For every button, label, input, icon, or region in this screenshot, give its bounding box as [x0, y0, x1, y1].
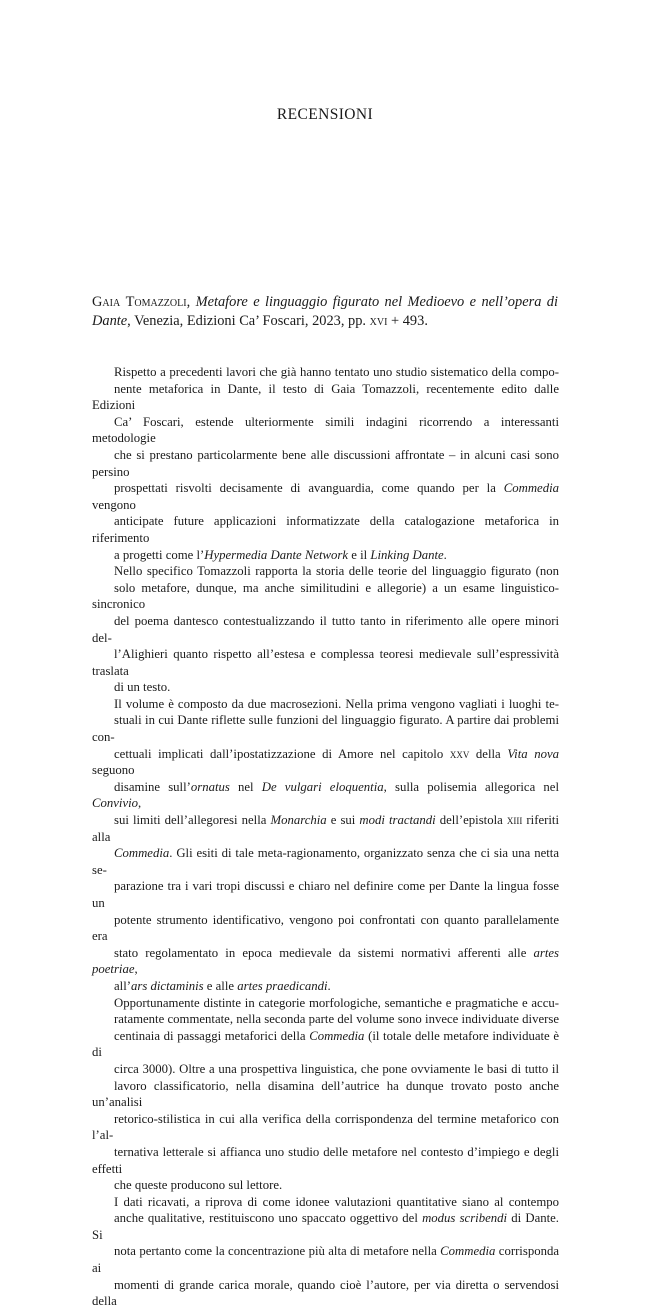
italic-term: Vita nova — [507, 746, 559, 761]
text-line: stato regolamentato in epoca medievale da sistemi normativi afferenti alle artes poetriae, — [92, 945, 559, 977]
text-line: Rispetto a precedenti lavori che già hanno tentato uno studio sistematico della compo- — [114, 365, 559, 379]
body-paragraph — [92, 364, 559, 563]
body-paragraph — [92, 696, 559, 995]
text-line: Nello specifico Tomazzoli rapporta la storia delle teorie del linguaggio figurato (non — [114, 564, 559, 579]
text-line: anche qualitative, restituiscono uno spaccato oggettivo del modus scribendi di Dante. Si — [92, 1211, 559, 1242]
text-line: del poema dantesco contestualizzando il tutto tanto in riferimento alle opere minori del- — [92, 613, 559, 645]
section-header: RECENSIONI — [276, 106, 374, 123]
italic-term: De vulgari eloquentia — [261, 779, 384, 794]
body-paragraph — [92, 995, 559, 1194]
text-line: lavoro classificatorio, nella disamina dell’autrice ha dunque trovato posto anche un’analisi — [92, 1078, 559, 1110]
italic-term: Commedia — [114, 846, 170, 861]
text-line: Opportunamente distinte in categorie morfologiche, semantiche e pragmatiche e accu- — [114, 995, 559, 1010]
text-line: centinaia di passaggi metaforici della Commedia (il totale delle metafore individuate è di — [92, 1028, 559, 1060]
italic-term: ornatus — [190, 779, 230, 794]
citation-pages-roman: xvi — [369, 313, 388, 329]
body-paragraph — [92, 563, 559, 696]
italic-term: Monarchia — [270, 813, 327, 828]
italic-term: Commedia — [309, 1028, 365, 1043]
italic-term: Convivio — [92, 796, 139, 811]
italic-term: Hypermedia Dante Network — [204, 547, 349, 562]
italic-term: Commedia — [503, 481, 559, 496]
text-line: nota pertanto come la concentrazione più alta di metafore nella Commedia corrisponda ai — [92, 1244, 559, 1276]
roman-numeral: xiii — [506, 813, 523, 828]
citation-publisher: , Venezia, Edizioni Ca’ Foscari, 2023, pp. — [127, 313, 370, 329]
text-line: all’ars dictaminis e alle artes praedicandi. — [114, 978, 331, 993]
citation-title-line2: Dante — [92, 313, 128, 329]
text-line: circa 3000). Oltre a una prospettiva linguistica, che pone ovviamente le basi di tutto il — [114, 1061, 559, 1076]
italic-term: Commedia — [440, 1244, 496, 1259]
text-line: solo metafore, dunque, ma anche similitudini e allegorie) a un esame linguistico-sincronico — [92, 580, 559, 612]
italic-term: modi tractandi — [359, 813, 436, 828]
citation-pages-rest: + 493. — [387, 313, 428, 329]
text-line: di un testo. — [114, 680, 171, 695]
text-line: nente metaforica in Dante, il testo di Gaia Tomazzoli, recentemente edito dalle Edizioni — [92, 381, 559, 413]
text-line: momenti di grande carica morale, quando cioè l’autore, per via diretta o servendosi della — [92, 1277, 559, 1309]
text-line: ratamente commentate, nella seconda parte del volume sono invece individuate diverse — [114, 1012, 559, 1027]
text-line: cettuali implicati dall’ipostatizzazione di Amore nel capitolo xxv della Vita nova seguono — [92, 746, 559, 778]
text-line: Commedia. Gli esiti di tale meta-ragionamento, organizzato senza che ci sia una netta se- — [92, 846, 559, 877]
text-line: che si prestano particolarmente bene alle discussioni affrontate – in alcuni casi sono persino — [92, 447, 559, 479]
text-line: stuali in cui Dante riflette sulle funzioni del linguaggio figurato. A partire dai problemi con- — [92, 713, 559, 745]
italic-term: ars dictaminis — [131, 978, 204, 993]
italic-term: Linking Dante — [370, 547, 444, 562]
text-line: I dati ricavati, a riprova di come idonee valutazioni quantitative siano al contempo — [114, 1194, 559, 1209]
text-line: disamine sull’ornatus nel De vulgari eloquentia, sulla polisemia allegorica nel Convivio, — [92, 779, 559, 811]
citation-author-last: Tomazzoli — [125, 294, 187, 310]
text-line: a progetti come l’Hypermedia Dante Network e il Linking Dante. — [114, 547, 447, 562]
text-line: che queste producono sul lettore. — [114, 1178, 283, 1193]
text-line: parazione tra i vari tropi discussi e chiaro nel definire come per Dante la lingua fosse un — [92, 879, 559, 910]
text-line: potente strumento identificativo, vengono poi confrontati con quanto parallelamente era — [92, 912, 559, 944]
italic-term: artes poetriae — [92, 945, 559, 977]
text-line: Ca’ Foscari, estende ulteriormente simili indagini ricorrendo a interessanti metodologie — [92, 414, 559, 446]
text-line: Il volume è composto da due macrosezioni. Nella prima vengono vagliati i luoghi te- — [114, 696, 559, 711]
text-line: sui limiti dell’allegoresi nella Monarchia e sui modi tractandi dell’epistola xiii riferiti alla — [92, 813, 559, 844]
italic-term: modus scribendi — [422, 1211, 508, 1226]
book-citation: Gaia Tomazzoli, Metafore e linguaggio figurato nel Medioevo e nell’opera di Dante, Venezia, Edizioni Ca’ Foscari, 2023, pp. xvi + 493. — [92, 294, 558, 329]
italic-term: artes praedicandi — [237, 978, 328, 993]
text-line: ternativa letterale si affianca uno studio delle metafore nel contesto d’impiego e degli effetti — [92, 1144, 559, 1176]
text-line: l’Alighieri quanto rispetto all’estesa e complessa teoresi medievale sull’espressività traslata — [92, 647, 559, 678]
review-body — [92, 364, 559, 1310]
roman-numeral: xxv — [449, 746, 470, 761]
text-line: anticipate future applicazioni informatizzate della catalogazione metaforica in riferimento — [92, 514, 559, 545]
body-paragraph — [92, 1194, 559, 1310]
text-line: retorico-stilistica in cui alla verifica della corrispondenza del termine metaforico con l’al- — [92, 1111, 559, 1143]
citation-author-first: Gaia — [92, 294, 121, 310]
text-line: prospettati risvolti decisamente di avanguardia, come quando per la Commedia vengono — [92, 481, 559, 512]
citation-title-line1: Metafore e linguaggio figurato nel Medioevo e nell’opera di — [195, 294, 558, 310]
